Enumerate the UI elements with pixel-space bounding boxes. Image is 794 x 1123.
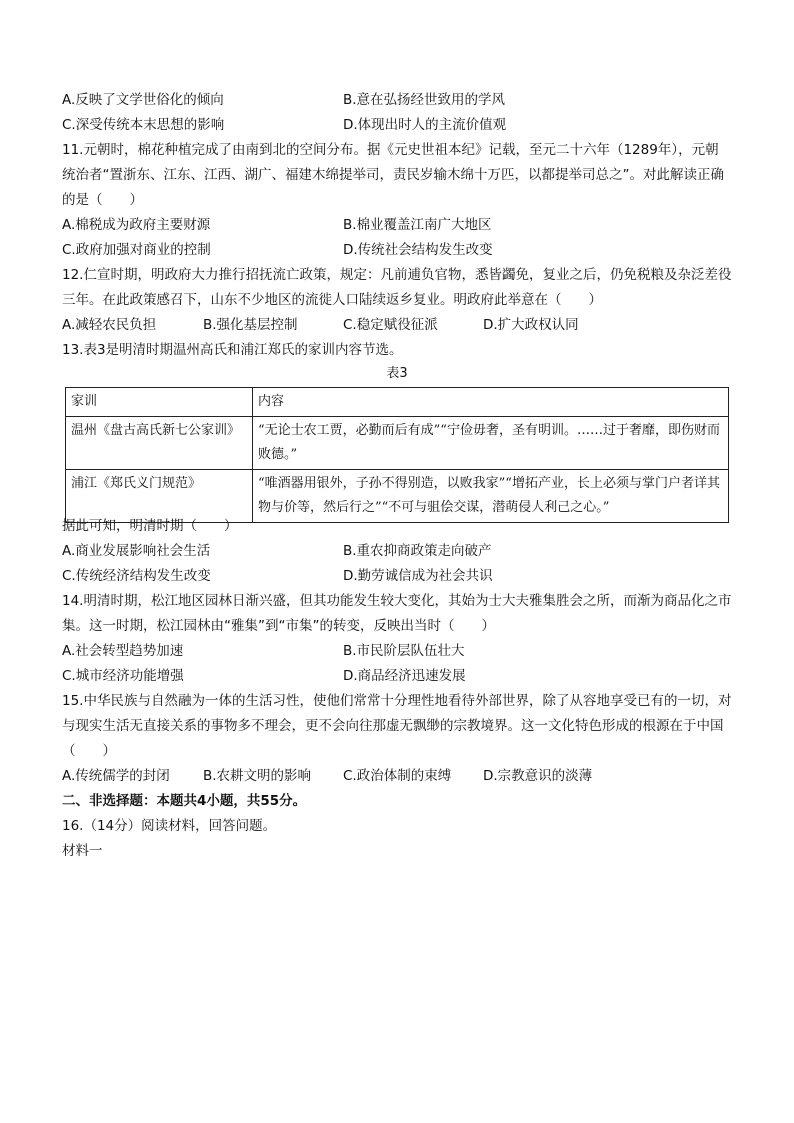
q13-stem: 13.表3是明清时期温州高氏和浦江郑氏的家训内容节选。 [62,342,403,358]
q11-option-b: B.棉业覆盖江南广大地区 [343,217,492,233]
family-instructions-table [65,387,729,523]
q14-option-a: A.社会转型趋势加速 [62,643,184,659]
table-header-cell: 内容 [253,388,729,417]
q12-option-a: A.减轻农民负担 [62,317,157,333]
q12-option-b: B.强化基层控制 [203,317,298,333]
q12-option-c: C.稳定赋役征派 [343,317,438,333]
q13-option-a: A.商业发展影响社会生活 [62,543,211,559]
q10-option-b: B.意在弘扬经世致用的学风 [343,92,506,108]
q15-option-a: A.传统儒学的封闭 [62,768,170,784]
q10-option-d: D.体现出时人的主流价值观 [343,117,507,133]
section-heading: 二、非选择题：本题共4小题，共55分。 [62,793,307,809]
table-header-row [66,388,729,417]
table-cell-content: “无论士农工贾，必勤而后有成”“宁俭毋奢，圣有明训。……过于奢靡，即伤财而败德。” [253,417,729,470]
table-header-cell: 家训 [66,388,253,417]
table-row [66,417,729,470]
q14-stem: 14.明清时期，松江地区园林日渐兴盛，但其功能发生较大变化，其始为士大夫雅集胜会之所，而渐为商品化之市集。这一时期，松江园林由“雅集”到“市集”的转变，反映出当时（ ） [62,593,732,634]
q15-option-d: D.宗教意识的淡薄 [483,768,593,784]
q11-option-a: A.棉税成为政府主要财源 [62,217,211,233]
q15-option-b: B.农耕文明的影响 [203,768,312,784]
q11-option-c: C.政府加强对商业的控制 [62,242,211,258]
table-caption: 表3 [386,366,408,381]
q15-stem: 15.中华民族与自然融为一体的生活习性，使他们常常十分理性地看待外部世界，除了从容地享受已有的一切，对与现实生活无直接关系的事物多不理会，更不会向往那虚无飘缈的宗教境界。这一文化特色形成的根源在于中国（ ） [62,693,732,759]
q10-option-a: A.反映了文学世俗化的倾向 [62,92,224,108]
table-cell-name: 浦江《郑氏义门规范》 [66,470,253,523]
q14-option-b: B.市民阶层队伍壮大 [343,643,465,659]
q11-stem: 11.元朝时，棉花种植完成了由南到北的空间分布。据《元史世祖本纪》记载，至元二十六年（1289年），元朝统治者“置浙东、江东、江西、湖广、福建木绵提举司，责民岁输木绵十万匹，以都提举司总之”。对此解读正确的是（ ） [62,142,724,208]
table-cell-content: “唯酒器用银外，子孙不得别造，以败我家”“增拓产业，长上必须与掌门户者详其物与价等，然后行之”“不可与驵侩交谋，潜萌侵人利己之心。” [253,470,729,523]
q13-conclusion: 据此可知，明清时期（ ） [62,518,238,534]
q13-option-b: B.重农抑商政策走向破产 [343,543,492,559]
material-label: 材料一 [62,843,103,859]
q10-option-c: C.深受传统本末思想的影响 [62,117,225,133]
q13-option-c: C.传统经济结构发生改变 [62,568,211,584]
q15-option-c: C.政治体制的束缚 [343,768,452,784]
q14-option-c: C.城市经济功能增强 [62,668,184,684]
table-row [66,470,729,523]
q13-option-d: D.勤劳诚信成为社会共识 [343,568,493,584]
q12-stem: 12.仁宣时期，明政府大力推行招抚流亡政策，规定：凡前逋负官物，悉皆蠲免，复业之后，仍免税粮及杂泛差役三年。在此政策感召下，山东不少地区的流徙人口陆续返乡复业。明政府此举意在（ ） [62,267,732,308]
table-cell-name: 温州《盘古高氏新七公家训》 [66,417,253,470]
q16-stem: 16.（14分）阅读材料，回答问题。 [62,818,277,834]
q11-option-d: D.传统社会结构发生改变 [343,242,493,258]
q14-option-d: D.商品经济迅速发展 [343,668,466,684]
q12-option-d: D.扩大政权认同 [483,317,579,333]
